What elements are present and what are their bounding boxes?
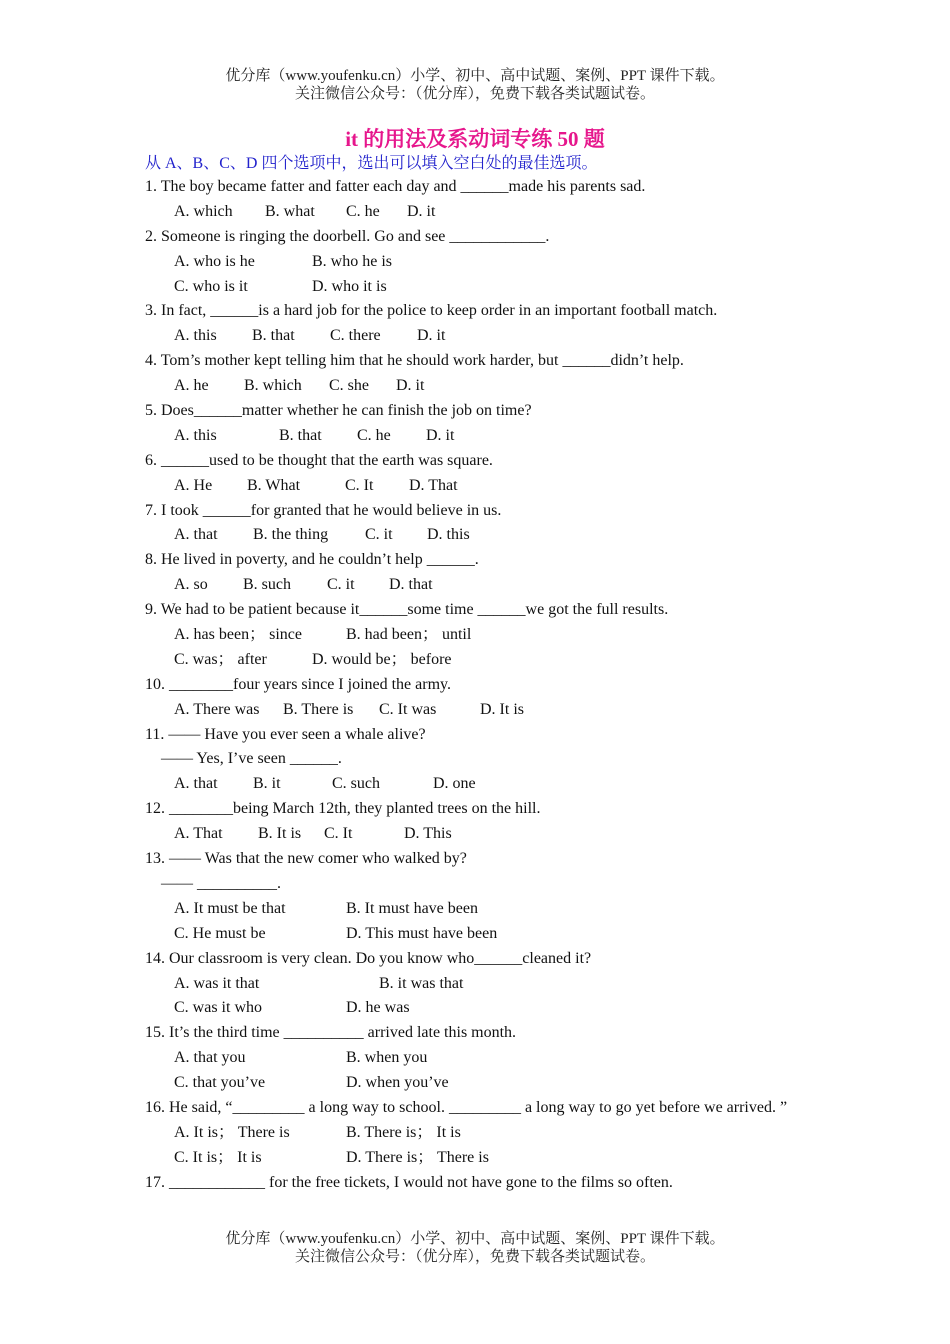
- instructions: 从 A、B、C、D 四个选项中，选出可以填入空白处的最佳选项。: [145, 155, 598, 172]
- footer-line-1: 优分库（www.youfenku.cn）小学、初中、高中试题、案例、PPT 课件下载。: [225, 1231, 725, 1247]
- option-a: A. He: [174, 476, 213, 494]
- option-b: B. that: [279, 426, 322, 444]
- option-a: A. It is； There is: [174, 1123, 290, 1141]
- question-11-options: [145, 772, 815, 797]
- option-d: D. it: [417, 327, 446, 345]
- option-b: B. when you: [346, 1049, 428, 1067]
- option-d: D. There is； There is: [346, 1148, 489, 1166]
- option-b: B. it was that: [379, 974, 464, 992]
- question-11-answer-line: —— Yes, I’ve seen ______.: [161, 750, 342, 768]
- option-b: B. What: [247, 476, 301, 494]
- option-b: B. the thing: [253, 526, 329, 544]
- option-d: D. he was: [346, 999, 410, 1017]
- option-d: D. It is: [480, 700, 524, 718]
- question-4-options: [145, 374, 815, 399]
- question-13-options-ab: [145, 897, 815, 922]
- question-3-stem: 3. In fact, ______is a hard job for the police to keep order in an important football match.: [145, 302, 718, 320]
- header-line-1: 优分库（www.youfenku.cn）小学、初中、高中试题、案例、PPT 课件下载。: [225, 68, 725, 84]
- option-a: A. It must be that: [174, 899, 286, 917]
- option-b: B. There is: [283, 700, 354, 718]
- option-d: D. That: [409, 476, 458, 494]
- question-9-options-ab: [145, 623, 815, 648]
- option-a: A. he: [174, 377, 209, 395]
- question-11-stem: 11. —— Have you ever seen a whale alive?: [145, 725, 426, 743]
- question-7-options: [145, 523, 815, 548]
- option-c: C. It was: [379, 700, 437, 718]
- question-2-options-ab: [145, 250, 815, 275]
- question-2-stem: 2. Someone is ringing the doorbell. Go and see ____________.: [145, 227, 550, 245]
- option-b: B. It is: [258, 825, 302, 843]
- option-d: D. it: [396, 377, 425, 395]
- option-a: A. that: [174, 775, 218, 793]
- option-c: C. He must be: [174, 924, 266, 942]
- question-1-stem: 1. The boy became fatter and fatter each day and ______made his parents sad.: [145, 178, 646, 195]
- question-12-options: [145, 822, 815, 847]
- option-c: C. that you’ve: [174, 1074, 266, 1092]
- option-d: D. it: [407, 202, 436, 220]
- question-13-stem: 13. —— Was that the new comer who walked by?: [145, 850, 467, 868]
- option-b: B. such: [243, 576, 291, 594]
- option-d: D. who it is: [312, 277, 387, 295]
- question-6-options: [145, 474, 815, 499]
- option-c: C. it: [365, 526, 393, 544]
- option-c: C. she: [329, 377, 369, 395]
- option-d: D. when you’ve: [346, 1074, 449, 1092]
- option-a: A. that: [174, 526, 218, 544]
- option-c: C. It: [324, 825, 353, 843]
- option-a: A. has been； since: [174, 626, 302, 644]
- option-c: C. such: [332, 775, 380, 793]
- option-b: B. who he is: [312, 252, 392, 270]
- option-d: D. that: [389, 576, 433, 594]
- option-c: C. he: [357, 426, 391, 444]
- header-line-2: 关注微信公众号：（优分库），免费下载各类试题试卷。: [294, 86, 655, 102]
- option-b: B. it: [253, 775, 281, 793]
- option-b: B. what: [265, 202, 315, 220]
- option-a: A. that you: [174, 1049, 246, 1067]
- question-14-stem: 14. Our classroom is very clean. Do you know who______cleaned it?: [145, 949, 592, 967]
- question-5-stem: 5. Does______matter whether he can finish the job on time?: [145, 402, 532, 420]
- question-list: [145, 175, 815, 1196]
- question-10-options: [145, 698, 815, 723]
- question-12-stem: 12. ________being March 12th, they planted trees on the hill.: [145, 800, 541, 818]
- page-footer: [0, 1230, 950, 1266]
- question-9-options-cd: [145, 648, 815, 673]
- option-a: A. this: [174, 327, 217, 345]
- option-b: B. There is； It is: [346, 1123, 461, 1141]
- question-4-stem: 4. Tom’s mother kept telling him that he should work harder, but ______didn’t help.: [145, 352, 684, 370]
- question-15-options-ab: [145, 1046, 815, 1071]
- question-13-answer-line: —— __________.: [161, 874, 281, 892]
- page-header: [0, 67, 950, 103]
- question-2-options-cd: [145, 275, 815, 300]
- option-c: C. It is； It is: [174, 1148, 262, 1166]
- option-d: D. one: [433, 775, 476, 793]
- option-c: C. It: [345, 476, 374, 494]
- option-c: C. there: [330, 327, 381, 345]
- option-b: B. that: [252, 327, 295, 345]
- question-10-stem: 10. ________four years since I joined the army.: [145, 675, 451, 693]
- option-c: C. was it who: [174, 999, 262, 1017]
- option-a: A. was it that: [174, 974, 260, 992]
- question-3-options: [145, 324, 815, 349]
- question-17-stem: 17. ____________ for the free tickets, I would not have gone to the films so often.: [145, 1173, 673, 1191]
- option-c: C. he: [346, 202, 380, 220]
- question-8-options: [145, 573, 815, 598]
- option-a: A. That: [174, 825, 223, 843]
- option-d: D. This must have been: [346, 924, 498, 942]
- question-1-options: [145, 200, 815, 225]
- option-c: C. who is it: [174, 277, 248, 295]
- option-c: C. was； after: [174, 650, 267, 668]
- question-7-stem: 7. I took ______for granted that he would believe in us.: [145, 501, 502, 519]
- footer-line-2: 关注微信公众号：（优分库），免费下载各类试题试卷。: [294, 1249, 655, 1265]
- question-16-options-ab: [145, 1121, 815, 1146]
- question-14-options-ab: [145, 972, 815, 997]
- question-8-stem: 8. He lived in poverty, and he couldn’t help ______.: [145, 551, 479, 569]
- option-d: D. would be； before: [312, 650, 452, 668]
- option-b: B. It must have been: [346, 899, 478, 917]
- option-b: B. had been； until: [346, 626, 472, 644]
- question-6-stem: 6. ______used to be thought that the earth was square.: [145, 451, 493, 469]
- question-15-options-cd: [145, 1071, 815, 1096]
- option-a: A. There was: [174, 700, 260, 718]
- question-16-options-cd: [145, 1146, 815, 1171]
- question-16-stem: 16. He said, “_________ a long way to school. _________ a long way to go yet before we arrived. ”: [145, 1098, 788, 1116]
- worksheet-title: it 的用法及系动词专练 50 题: [345, 127, 605, 151]
- question-14-options-cd: [145, 996, 815, 1021]
- option-a: A. which: [174, 202, 233, 220]
- option-a: A. this: [174, 426, 217, 444]
- option-d: D. this: [427, 526, 470, 544]
- question-9-stem: 9. We had to be patient because it______some time ______we got the full results.: [145, 601, 669, 619]
- option-d: D. it: [426, 426, 455, 444]
- option-d: D. This: [404, 825, 452, 843]
- question-15-stem: 15. It’s the third time __________ arrived late this month.: [145, 1024, 517, 1042]
- question-13-options-cd: [145, 922, 815, 947]
- option-b: B. which: [244, 377, 302, 395]
- option-a: A. who is he: [174, 252, 255, 270]
- option-a: A. so: [174, 576, 208, 594]
- question-5-options: [145, 424, 815, 449]
- option-c: C. it: [327, 576, 355, 594]
